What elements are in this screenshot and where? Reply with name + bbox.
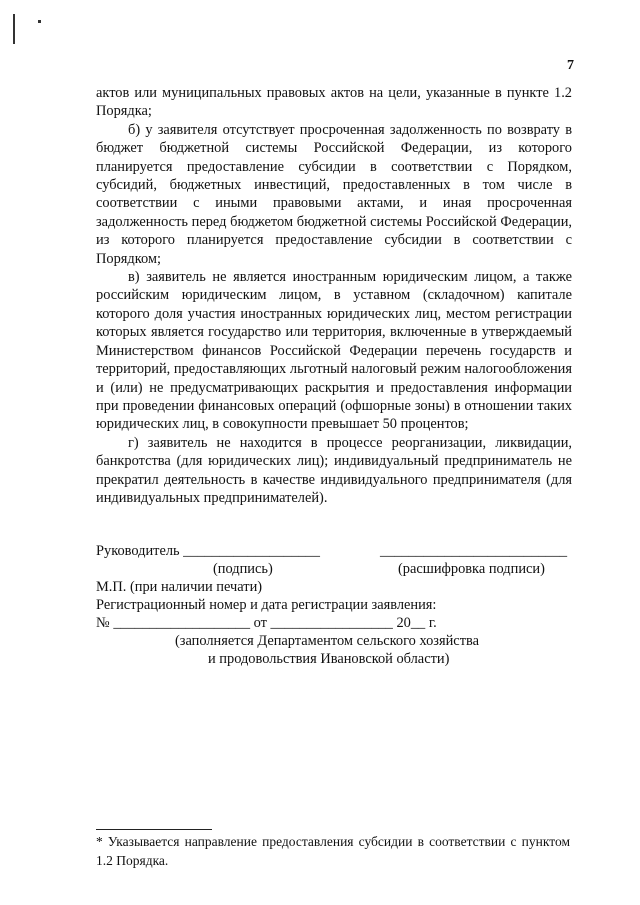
body-text xyxy=(96,84,572,507)
decoding-caption: (расшифровка подписи) xyxy=(398,561,545,577)
paragraph-b: б) у заявителя отсутствует просроченная задолженность по возврату в бюджет бюджетной системы Российской Федерации, из которого планируется предоставление субсидии в соответствии с Порядком, субсидий, бюджетных инвестиций, предоставленных в том числе в соответствии с иными правовыми актами, и иная просроченная задолженность перед бюджетом бюджетной системы Российской Федерации, из которого планируется предоставление субсидии в соответствии с Порядком; xyxy=(96,121,572,267)
registration-line: № ___________________ от _________________ 20__ г. xyxy=(96,615,437,631)
paragraph-v: в) заявитель не является иностранным юридическим лицом, а также российским юридическим лицом, в уставном (складочном) капитале которого доля участия иностранных юридических лиц, местом регистрации которых является государство или территория, включенные в утверждаемый Министерством финансов Российской Федерации перечень государств и территорий, предоставляющих льготный налоговый режим налогообложения и (или) не предусматривающих раскрытия и предоставления информации при проведении финансовых операций (офшорные зоны) в отношении таких юридических лиц, в совокупности превышает 50 процентов; xyxy=(96,269,572,433)
stamp-note: М.П. (при наличии печати) xyxy=(96,579,263,595)
signature-caption: (подпись) xyxy=(213,561,273,577)
page-number: 7 xyxy=(567,58,574,73)
paragraph-g: г) заявитель не находится в процессе реорганизации, ликвидации, банкротства (для юридических лиц); индивидуальный предприниматель не прекратил деятельность в качестве индивидуального предпринимателя (для индивидуальных предпринимателей). xyxy=(96,434,572,506)
head-signature-line: Руководитель ___________________ xyxy=(96,543,320,559)
decoding-line: __________________________ xyxy=(380,543,568,559)
scan-dot-mark xyxy=(38,20,41,23)
scan-edge-mark xyxy=(13,14,15,44)
filled-by-line-2: и продовольствия Ивановской области) xyxy=(208,651,450,667)
footnote: * Указывается направление предоставления субсидии в соответствии с пунктом 1.2 Порядка. xyxy=(96,834,570,868)
paragraph-continuation: актов или муниципальных правовых актов на цели, указанные в пункте 1.2 Порядка; xyxy=(96,85,572,120)
registration-label: Регистрационный номер и дата регистрации заявления: xyxy=(96,597,437,613)
footnote-divider xyxy=(96,829,212,830)
filled-by-line-1: (заполняется Департаментом сельского хозяйства xyxy=(175,633,479,649)
